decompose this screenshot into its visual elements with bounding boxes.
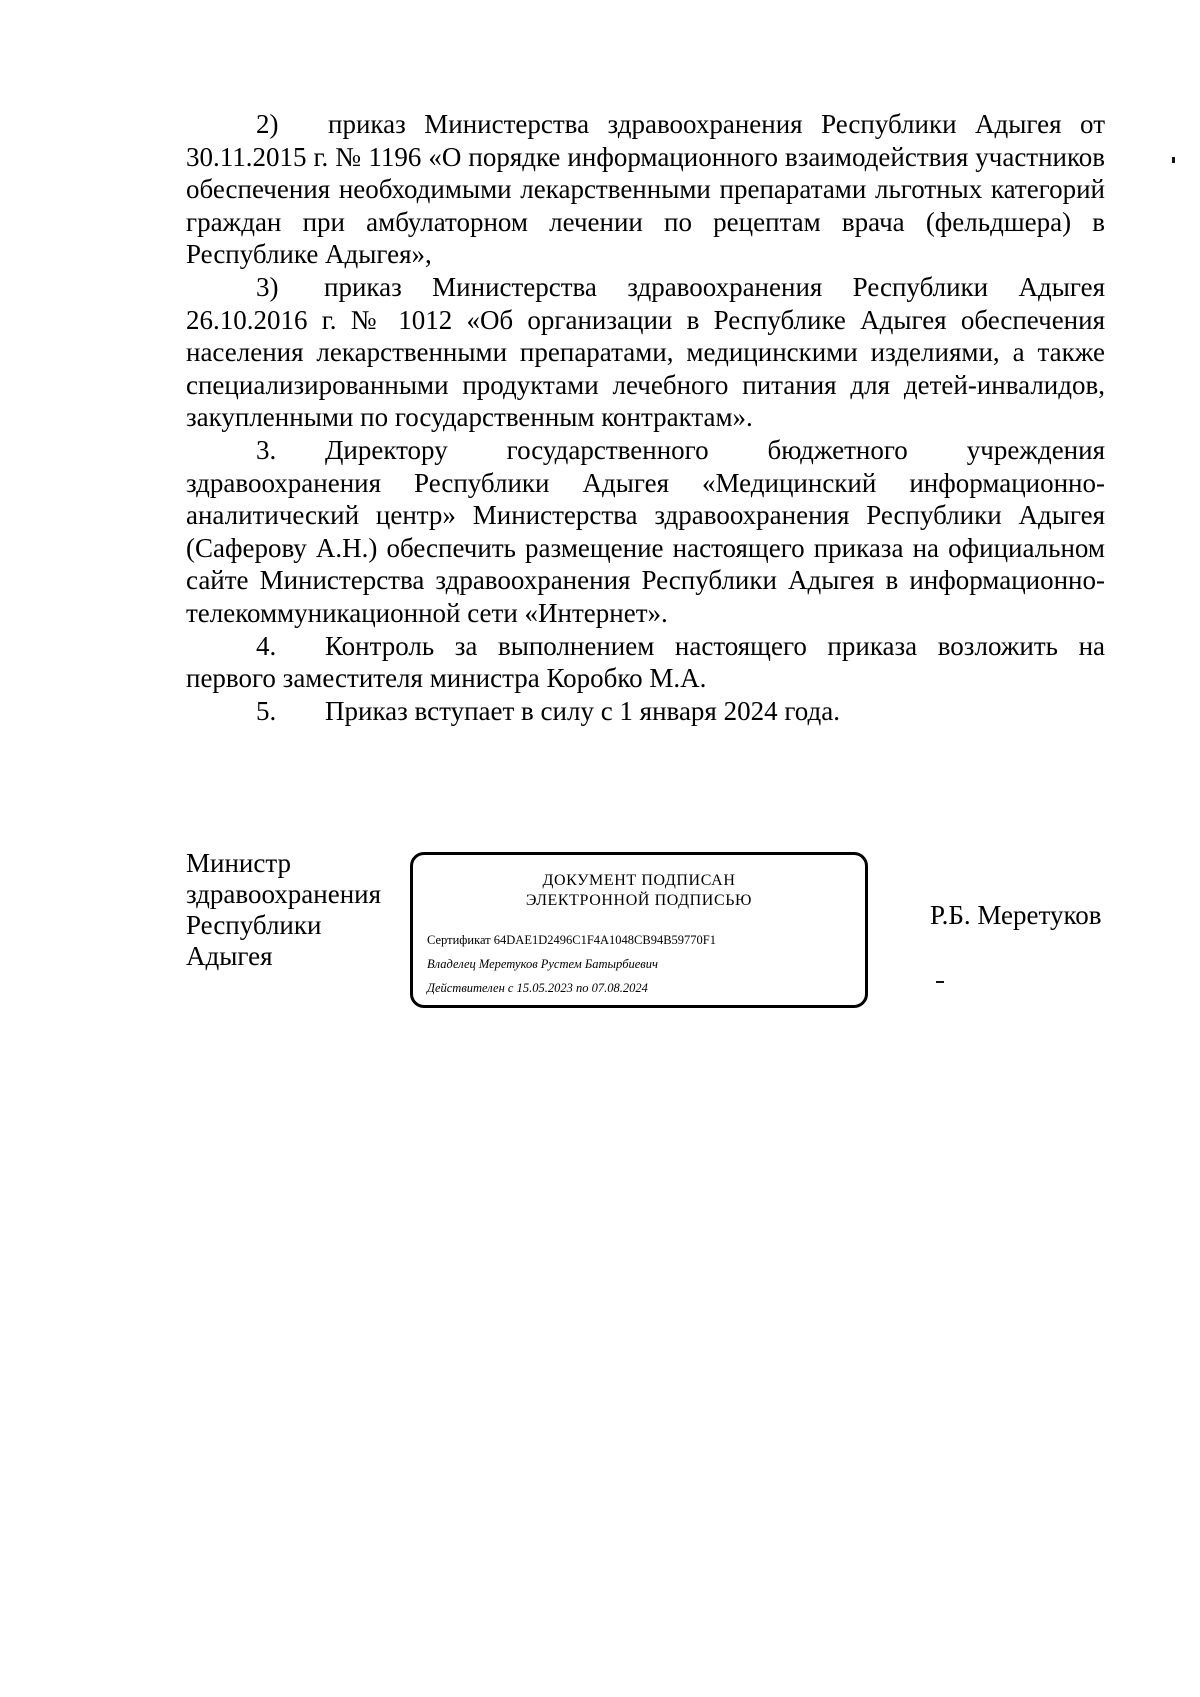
paragraph-4 (186, 630, 1105, 695)
paragraph-text: Приказ вступает в силу с 1 января 2024 года. (325, 695, 840, 726)
paragraph-text: Директору государственного бюджетного учреждения здравоохранения Республики Адыгея «Медицинский информационно-аналитический центр» Министерства здравоохранения Республики Адыгея (Саферову А.Н.) обеспечить размещение настоящего приказа на официальном сайте Министерства здравоохранения Республики Адыгея в информационно-телекоммуникационной сети «Интернет». (186, 434, 1105, 628)
stamp-heading-line-2: ЭЛЕКТРОННОЙ ПОДПИСЬЮ (525, 892, 753, 909)
paragraph-number: 4. (256, 630, 277, 661)
electronic-signature-stamp (410, 852, 868, 1008)
paragraph-text: Контроль за выполнением настоящего приказа возложить на первого заместителя министра Коробко М.А. (186, 630, 1105, 694)
paragraph-text: приказ Министерства здравоохранения Республики Адыгея 26.10.2016 г. № 1012 «Об организации в Республике Адыгея обеспечения населения лекарственными препаратами, медицинскими изделиями, а также специализированными продуктами лечебного питания для детей-инвалидов, закупленными по государственным контрактам». (186, 271, 1105, 433)
paragraph-text: приказ Министерства здравоохранения Республики Адыгея от 30.11.2015 г. № 1196 «О порядке информационного взаимодействия участников обеспечения необходимыми лекарственными препаратами льготных категорий граждан при амбулаторном лечении по рецептам врача (фельдшера) в Республике Адыгея», (186, 109, 1105, 270)
paragraph-3 (186, 434, 1105, 630)
paragraph-item-2 (186, 108, 1105, 271)
scan-artifact (1172, 157, 1175, 163)
stamp-heading (413, 871, 865, 911)
signatory-title-line: Республики (186, 910, 322, 940)
paragraph-number: 2) (256, 109, 279, 139)
signatory-title-line: здравоохранения (186, 879, 382, 909)
paragraph-5 (186, 695, 1105, 728)
scan-artifact (936, 981, 944, 983)
document-body (186, 108, 1105, 727)
stamp-validity: Действителен с 15.05.2023 по 07.08.2024 (427, 981, 648, 995)
paragraph-number: 3. (256, 434, 277, 465)
paragraph-number: 5. (256, 695, 277, 726)
paragraph-item-3 (186, 271, 1105, 434)
stamp-owner: Владелец Меретуков Рустем Батырбиевич (427, 957, 658, 971)
signatory-title (186, 848, 406, 972)
signatory-title-line: Адыгея (186, 941, 273, 971)
stamp-certificate: Сертификат 64DAE1D2496C1F4A1048CB94B59770F1 (427, 933, 717, 947)
paragraph-number: 3) (256, 271, 279, 302)
signatory-title-line: Министр (186, 848, 291, 878)
stamp-heading-line-1: ДОКУМЕНТ ПОДПИСАН (542, 872, 736, 889)
signatory-name: Р.Б. Меретуков (930, 900, 1102, 930)
